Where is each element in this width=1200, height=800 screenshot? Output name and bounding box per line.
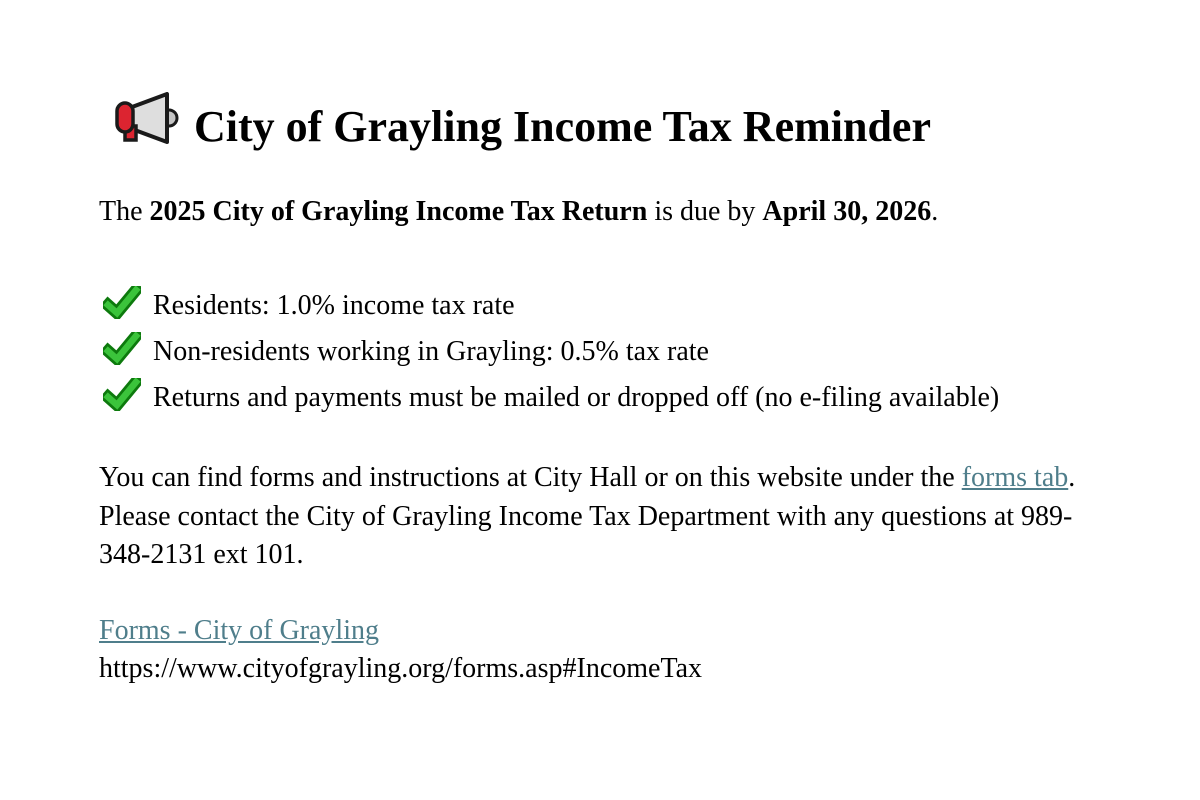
megaphone-icon (112, 92, 184, 150)
checklist (99, 286, 1107, 417)
intro-middle: is due by (647, 196, 763, 227)
checklist-item (99, 332, 1107, 371)
page-title (112, 92, 1107, 155)
intro-prefix: The (99, 196, 150, 227)
checklist-item-text: Returns and payments must be mailed or dropped off (no e-filing available) (153, 382, 1000, 413)
intro-suffix: . (931, 196, 939, 227)
info-part1: You can find forms and instructions at City Hall or on this website under the (99, 462, 962, 493)
check-icon (103, 378, 141, 411)
checklist-item (99, 378, 1107, 417)
forms-tab-link[interactable]: forms tab (961, 462, 1069, 493)
forms-page-link[interactable]: Forms - City of Grayling (99, 614, 379, 646)
check-icon (103, 286, 141, 319)
forms-link-line (99, 612, 1107, 650)
info-part2: . Please contact the City of Grayling Income Tax Department with any questions at 989-348-2131 ext 101. (99, 462, 1076, 570)
due-date-line (99, 193, 1107, 231)
page-title-text: City of Grayling Income Tax Reminder (194, 102, 931, 151)
intro-return-name: 2025 City of Grayling Income Tax Return (149, 196, 648, 227)
footer-links (99, 612, 1107, 688)
checklist-item-text: Non-residents working in Grayling: 0.5% tax rate (153, 336, 709, 367)
forms-url-text: https://www.cityofgrayling.org/forms.asp#IncomeTax (99, 652, 703, 684)
check-icon (103, 332, 141, 365)
intro-due-date: April 30, 2026 (762, 196, 932, 227)
checklist-item-text: Residents: 1.0% income tax rate (153, 290, 515, 321)
checklist-item (99, 286, 1107, 325)
contact-paragraph (99, 459, 1107, 575)
